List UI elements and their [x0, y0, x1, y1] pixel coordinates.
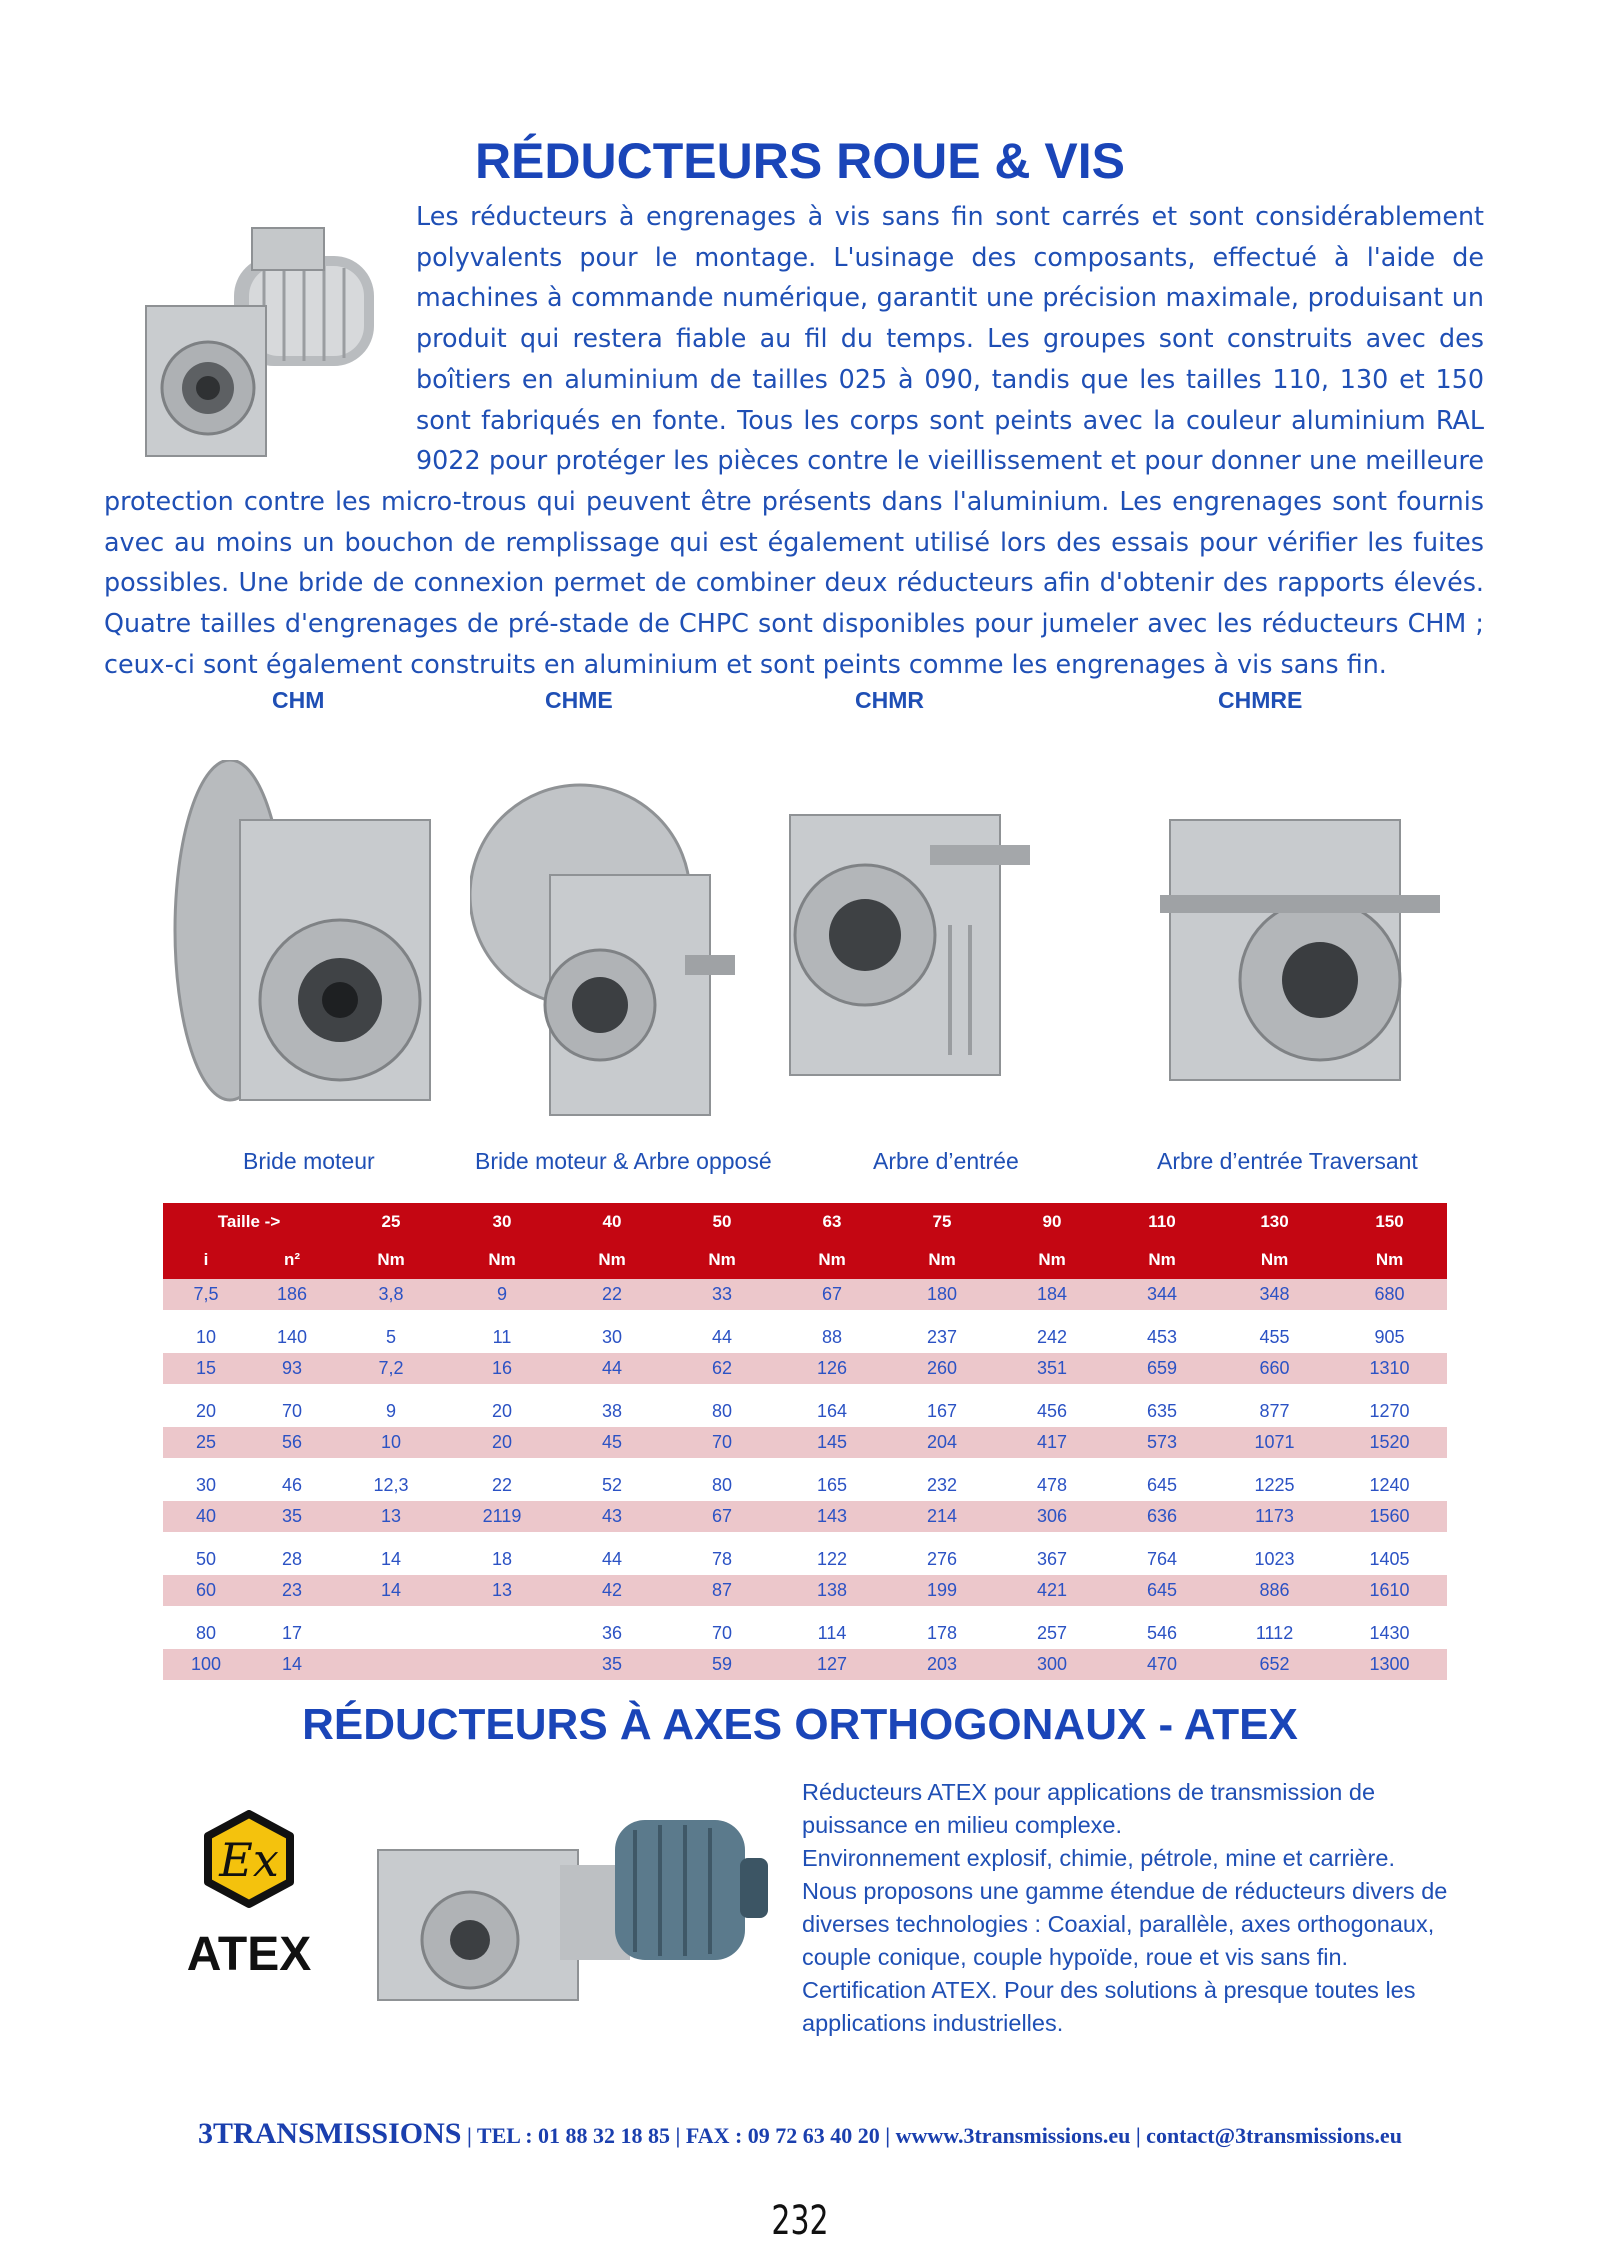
table-cell: 23: [249, 1575, 335, 1606]
table-cell: 114: [777, 1618, 887, 1649]
chm-product-image: [160, 760, 450, 1120]
table-cell: 80: [163, 1618, 249, 1649]
table-cell: 145: [777, 1427, 887, 1458]
table-cell: 25: [163, 1427, 249, 1458]
table-header-size: 40: [557, 1203, 667, 1241]
atex-line: Réducteurs ATEX pour applications de transmission de puissance en milieu complexe.: [802, 1779, 1376, 1838]
table-cell: 3,8: [335, 1279, 447, 1310]
table-cell: 905: [1332, 1322, 1447, 1353]
table-cell: 52: [557, 1470, 667, 1501]
table-cell: 1240: [1332, 1470, 1447, 1501]
footer-contact: [0, 2117, 1600, 2151]
table-cell: 70: [667, 1618, 777, 1649]
table-cell: 1270: [1332, 1396, 1447, 1427]
table-cell: 165: [777, 1470, 887, 1501]
table-cell: 20: [163, 1396, 249, 1427]
table-row: [163, 1470, 1447, 1501]
table-cell: 232: [887, 1470, 997, 1501]
table-cell: 59: [667, 1649, 777, 1680]
table-cell: [447, 1618, 557, 1649]
page-number: 232: [771, 2198, 829, 2244]
table-cell: 67: [667, 1501, 777, 1532]
table-cell: 10: [335, 1427, 447, 1458]
table-cell: [447, 1649, 557, 1680]
table-row: [163, 1618, 1447, 1649]
table-cell: 30: [557, 1322, 667, 1353]
table-header-unit: n²: [249, 1241, 335, 1279]
table-cell: 1023: [1217, 1544, 1332, 1575]
intro-paragraph: Les réducteurs à engrenages à vis sans fin sont carrés et sont considérablement polyvalents pour le montage. L'usinage des composants, effectué à l'aide de machines à commande numérique, garantit une précision maximale, produisant un produit qui restera fiable au fil du temps. Les groupes sont construits avec des boîtiers en aluminium de tailles 025 à 090, tandis que les tailles 110, 130 et 150 sont fabriqués en fonte. Tous les corps sont peints avec la couleur aluminium RAL 9022 pour protéger les pièces contre le vieillissement et pour donner une meilleure protection contre les micro-trous qui peuvent être présents dans l'aluminium. Les engrenages sont fournis avec au moins un bouchon de remplissage qui est également utilisé lors des essais pour vérifier les fuites possibles. Une bride de connexion permet de combiner deux réducteurs afin d'obtenir des rapports élevés. Quatre tailles d'engrenages de pré-stade de CHPC sont disponibles pour jumeler avec les réducteurs CHM ; ceux-ci sont également construits en aluminium et sont peints comme les engrenages à vis sans fin.: [104, 201, 1484, 679]
table-cell: 344: [1107, 1279, 1217, 1310]
table-cell: 36: [557, 1618, 667, 1649]
table-cell: 1520: [1332, 1427, 1447, 1458]
table-cell: 30: [163, 1470, 249, 1501]
table-cell: 12,3: [335, 1470, 447, 1501]
table-header-unit: Nm: [997, 1241, 1107, 1279]
table-cell: 14: [335, 1575, 447, 1606]
table-row-spacer: [163, 1310, 1447, 1322]
table-header-size: 25: [335, 1203, 447, 1241]
table-cell: 2119: [447, 1501, 557, 1532]
atex-line: Environnement explosif, chimie, pétrole, mine et carrière.: [802, 1845, 1395, 1871]
caption-chm: Bride moteur: [243, 1148, 375, 1174]
table-cell: 1173: [1217, 1501, 1332, 1532]
table-cell: 100: [163, 1649, 249, 1680]
table-cell: 43: [557, 1501, 667, 1532]
table-cell: 178: [887, 1618, 997, 1649]
table-cell: 126: [777, 1353, 887, 1384]
table-cell: 18: [447, 1544, 557, 1575]
table-cell: 7,2: [335, 1353, 447, 1384]
table-cell: 203: [887, 1649, 997, 1680]
table-header-size: 63: [777, 1203, 887, 1241]
table-cell: 260: [887, 1353, 997, 1384]
table-cell: 143: [777, 1501, 887, 1532]
table-row: [163, 1544, 1447, 1575]
table-row: [163, 1353, 1447, 1384]
table-header-unit: Nm: [447, 1241, 557, 1279]
table-cell: 7,5: [163, 1279, 249, 1310]
table-cell: 17: [249, 1618, 335, 1649]
table-header-unit: i: [163, 1241, 249, 1279]
table-cell: 13: [335, 1501, 447, 1532]
table-header-unit: Nm: [777, 1241, 887, 1279]
table-row: [163, 1427, 1447, 1458]
table-cell: 80: [667, 1470, 777, 1501]
table-cell: 9: [335, 1396, 447, 1427]
table-header-size: 110: [1107, 1203, 1217, 1241]
table-cell: 50: [163, 1544, 249, 1575]
table-row: [163, 1649, 1447, 1680]
table-cell: 180: [887, 1279, 997, 1310]
table-cell: 257: [997, 1618, 1107, 1649]
table-cell: 645: [1107, 1575, 1217, 1606]
table-row-spacer: [163, 1384, 1447, 1396]
table-cell: 453: [1107, 1322, 1217, 1353]
footer-brand: 3TRANSMISSIONS: [198, 2117, 462, 2150]
table-header-unit: Nm: [1332, 1241, 1447, 1279]
table-cell: 11: [447, 1322, 557, 1353]
table-cell: 645: [1107, 1470, 1217, 1501]
table-cell: 46: [249, 1470, 335, 1501]
atex-logo-symbol: Ex: [219, 1833, 279, 1887]
table-cell: 546: [1107, 1618, 1217, 1649]
atex-description: [802, 1776, 1482, 2040]
table-cell: 204: [887, 1427, 997, 1458]
table-cell: 660: [1217, 1353, 1332, 1384]
table-row-spacer: [163, 1606, 1447, 1618]
table-cell: 22: [447, 1470, 557, 1501]
table-cell: 88: [777, 1322, 887, 1353]
atex-line: Nous proposons une gamme étendue de réducteurs divers de diverses technologies : Coaxial, parallèle, axes orthogonaux, couple conique, couple hypoïde, roue et vis sans fin.: [802, 1878, 1448, 1970]
table-cell: 138: [777, 1575, 887, 1606]
table-cell: 60: [163, 1575, 249, 1606]
table-cell: 67: [777, 1279, 887, 1310]
table-cell: 14: [249, 1649, 335, 1680]
table-cell: 351: [997, 1353, 1107, 1384]
table-header-sizes: [163, 1203, 1447, 1241]
atex-line: Certification ATEX. Pour des solutions à presque toutes les applications industrielles.: [802, 1977, 1416, 2036]
table-row: [163, 1322, 1447, 1353]
table-cell: 93: [249, 1353, 335, 1384]
table-row: [163, 1279, 1447, 1310]
table-cell: 44: [667, 1322, 777, 1353]
table-cell: 367: [997, 1544, 1107, 1575]
table-cell: 62: [667, 1353, 777, 1384]
table-header-size: 90: [997, 1203, 1107, 1241]
table-header-size-label: Taille ->: [163, 1203, 335, 1241]
table-cell: 38: [557, 1396, 667, 1427]
table-row: [163, 1501, 1447, 1532]
table-cell: 1225: [1217, 1470, 1332, 1501]
table-cell: 10: [163, 1322, 249, 1353]
table-cell: 573: [1107, 1427, 1217, 1458]
table-cell: 306: [997, 1501, 1107, 1532]
table-header-unit: Nm: [667, 1241, 777, 1279]
model-label-chme: CHME: [545, 687, 613, 713]
atex-section-title: RÉDUCTEURS À AXES ORTHOGONAUX - ATEX: [302, 1700, 1298, 1749]
chme-product-image: [470, 775, 760, 1125]
chmre-product-image: [1140, 790, 1450, 1090]
table-cell: 1071: [1217, 1427, 1332, 1458]
caption-chmre: Arbre d’entrée Traversant: [1157, 1148, 1418, 1174]
table-row: [163, 1396, 1447, 1427]
table-cell: 242: [997, 1322, 1107, 1353]
table-header-size: 130: [1217, 1203, 1332, 1241]
atex-logo-text: ATEX: [186, 1928, 312, 1981]
atex-gearmotor-image: [360, 1770, 780, 2038]
table-cell: 456: [997, 1396, 1107, 1427]
table-cell: 1405: [1332, 1544, 1447, 1575]
table-cell: 20: [447, 1396, 557, 1427]
table-header-size: 150: [1332, 1203, 1447, 1241]
table-cell: 470: [1107, 1649, 1217, 1680]
table-cell: 20: [447, 1427, 557, 1458]
table-cell: 276: [887, 1544, 997, 1575]
table-cell: 28: [249, 1544, 335, 1575]
footer-contact-details: | TEL : 01 88 32 18 85 | FAX : 09 72 63 40 20 | wwww.3transmissions.eu | contact@3transmissions.eu: [461, 2123, 1402, 2148]
table-row: [163, 1575, 1447, 1606]
table-cell: 14: [335, 1544, 447, 1575]
table-cell: 33: [667, 1279, 777, 1310]
table-cell: 13: [447, 1575, 557, 1606]
table-header-units: [163, 1241, 1447, 1279]
model-label-chm: CHM: [272, 687, 325, 713]
table-cell: 1610: [1332, 1575, 1447, 1606]
table-cell: 417: [997, 1427, 1107, 1458]
table-cell: 1112: [1217, 1618, 1332, 1649]
torque-table: [163, 1203, 1447, 1680]
table-header-unit: Nm: [335, 1241, 447, 1279]
table-cell: 659: [1107, 1353, 1217, 1384]
table-cell: 167: [887, 1396, 997, 1427]
table-cell: 78: [667, 1544, 777, 1575]
table-cell: 478: [997, 1470, 1107, 1501]
table-cell: 35: [557, 1649, 667, 1680]
table-header-size: 30: [447, 1203, 557, 1241]
table-cell: 1560: [1332, 1501, 1447, 1532]
table-cell: 635: [1107, 1396, 1217, 1427]
table-cell: 80: [667, 1396, 777, 1427]
table-cell: 348: [1217, 1279, 1332, 1310]
table-header-size: 50: [667, 1203, 777, 1241]
table-cell: 186: [249, 1279, 335, 1310]
table-cell: [335, 1618, 447, 1649]
table-cell: 1300: [1332, 1649, 1447, 1680]
table-cell: 42: [557, 1575, 667, 1606]
table-cell: 15: [163, 1353, 249, 1384]
table-cell: 70: [249, 1396, 335, 1427]
table-cell: 636: [1107, 1501, 1217, 1532]
table-cell: 164: [777, 1396, 887, 1427]
table-cell: 35: [249, 1501, 335, 1532]
table-cell: 652: [1217, 1649, 1332, 1680]
table-cell: 56: [249, 1427, 335, 1458]
table-cell: 300: [997, 1649, 1107, 1680]
table-cell: 214: [887, 1501, 997, 1532]
table-cell: 122: [777, 1544, 887, 1575]
table-cell: 886: [1217, 1575, 1332, 1606]
table-cell: [335, 1649, 447, 1680]
table-row-spacer: [163, 1458, 1447, 1470]
table-cell: 877: [1217, 1396, 1332, 1427]
table-cell: 70: [667, 1427, 777, 1458]
table-header-unit: Nm: [887, 1241, 997, 1279]
table-header-size: 75: [887, 1203, 997, 1241]
table-cell: 140: [249, 1322, 335, 1353]
table-cell: 45: [557, 1427, 667, 1458]
table-cell: 5: [335, 1322, 447, 1353]
atex-logo: [154, 1810, 344, 1985]
table-cell: 44: [557, 1544, 667, 1575]
table-cell: 16: [447, 1353, 557, 1384]
caption-chmr: Arbre d’entrée: [873, 1148, 1019, 1174]
table-cell: 22: [557, 1279, 667, 1310]
table-cell: 9: [447, 1279, 557, 1310]
table-header-unit: Nm: [1217, 1241, 1332, 1279]
table-cell: 199: [887, 1575, 997, 1606]
caption-chme: Bride moteur & Arbre opposé: [475, 1148, 772, 1174]
model-label-chmr: CHMR: [855, 687, 924, 713]
model-label-chmre: CHMRE: [1218, 687, 1303, 713]
page-title: RÉDUCTEURS ROUE & VIS: [474, 133, 1126, 189]
table-cell: 680: [1332, 1279, 1447, 1310]
table-cell: 184: [997, 1279, 1107, 1310]
table-cell: 455: [1217, 1322, 1332, 1353]
table-cell: 764: [1107, 1544, 1217, 1575]
table-cell: 421: [997, 1575, 1107, 1606]
table-cell: 1310: [1332, 1353, 1447, 1384]
chmr-product-image: [780, 785, 1070, 1085]
table-row-spacer: [163, 1532, 1447, 1544]
table-cell: 127: [777, 1649, 887, 1680]
table-cell: 40: [163, 1501, 249, 1532]
table-cell: 87: [667, 1575, 777, 1606]
table-header-unit: Nm: [557, 1241, 667, 1279]
table-cell: 44: [557, 1353, 667, 1384]
table-header-unit: Nm: [1107, 1241, 1217, 1279]
table-cell: 1430: [1332, 1618, 1447, 1649]
table-cell: 237: [887, 1322, 997, 1353]
